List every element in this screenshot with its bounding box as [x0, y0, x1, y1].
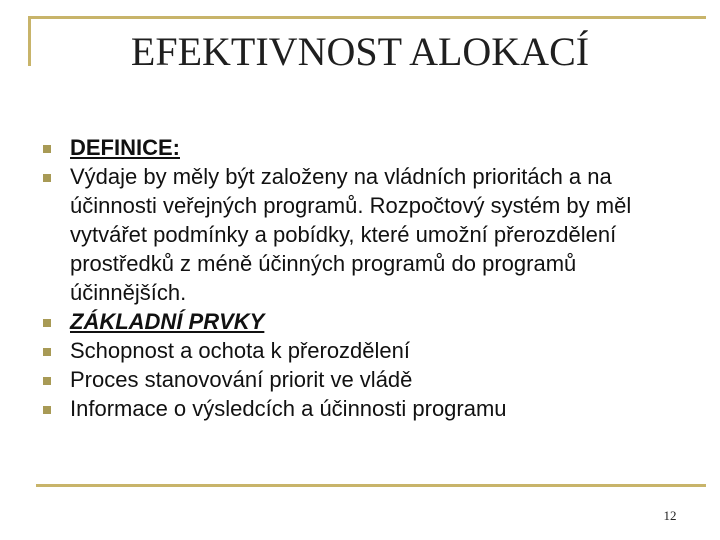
list-item [40, 307, 690, 336]
square-bullet-icon [43, 174, 51, 182]
square-bullet-icon [43, 377, 51, 385]
bullet-list [40, 133, 690, 423]
square-bullet-icon [43, 406, 51, 414]
list-item [40, 365, 690, 394]
list-item-text: Schopnost a ochota k přerozdělení [70, 338, 411, 363]
frame-bottom-rule [36, 484, 706, 487]
list-item-text: Informace o výsledcích a účinnosti programu [70, 396, 507, 421]
square-bullet-icon [43, 348, 51, 356]
definition-heading: DEFINICE: [70, 135, 180, 160]
list-item [40, 133, 690, 162]
list-item [40, 162, 690, 307]
list-item-text: Proces stanovování priorit ve vládě [70, 367, 413, 392]
list-item [40, 394, 690, 423]
square-bullet-icon [43, 145, 51, 153]
square-bullet-icon [43, 319, 51, 327]
list-item [40, 336, 690, 365]
page-number: 12 [663, 508, 677, 523]
definition-text: Výdaje by měly být založeny na vládních prioritách a na účinnosti veřejných programů. Rozpočtový systém by měl vytvářet podmínky a pobídky, které umožní přerozdělení prostředků z méně účinných programů do programů účinnějších. [70, 164, 632, 305]
basic-elements-heading: ZÁKLADNÍ PRVKY [70, 309, 265, 334]
frame-top-rule [28, 16, 706, 19]
slide-title: EFEKTIVNOST ALOKACÍ [130, 29, 590, 74]
